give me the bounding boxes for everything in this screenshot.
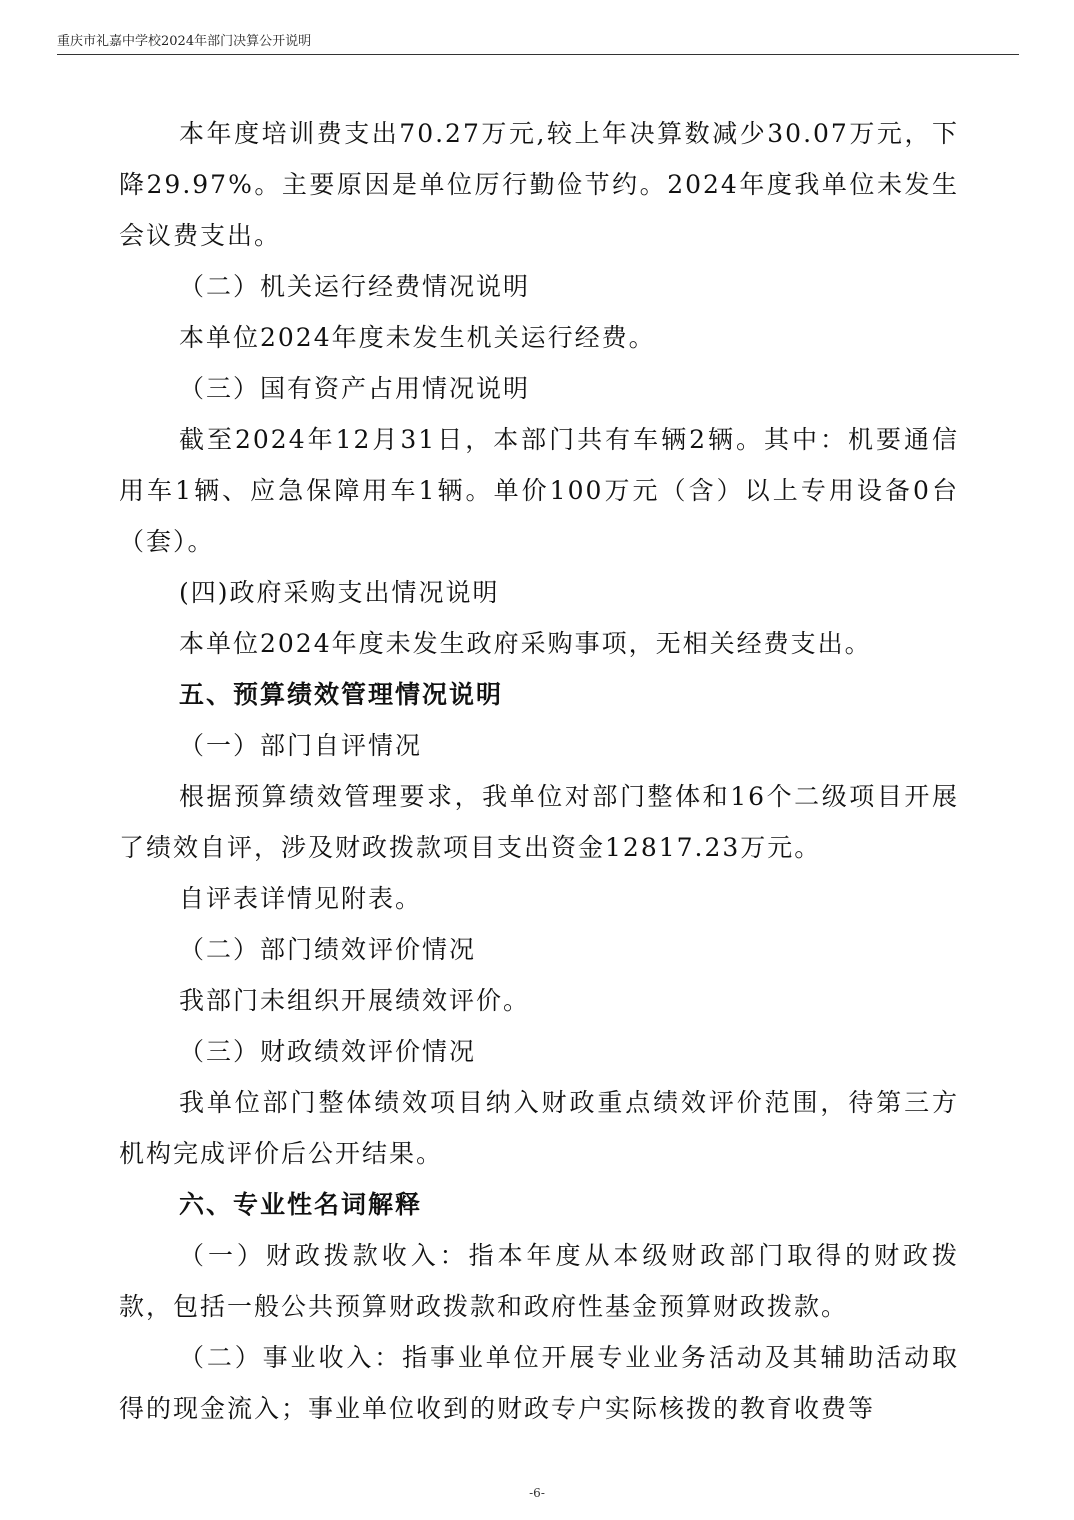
subheading-fiscal-evaluation: （三）财政绩效评价情况	[179, 1037, 477, 1066]
paragraph-attachment-note: 自评表详情见附表。	[179, 884, 423, 913]
glossary-fiscal-appropriation: （一）财政拨款收入：指本年度从本级财政部门取得的财政拨款，包括一般公共预算财政拨款和政府性基金预算财政拨款。	[119, 1241, 959, 1321]
paragraph-self-evaluation: 根据预算绩效管理要求，我单位对部门整体和16个二级项目开展了绩效自评，涉及财政拨款项目支出资金12817.23万元。	[119, 782, 959, 862]
section-heading-glossary: 六、专业性名词解释	[179, 1190, 423, 1219]
paragraph-department-evaluation: 我部门未组织开展绩效评价。	[179, 986, 531, 1015]
document-header: 重庆市礼嘉中学校2024年部门决算公开说明	[57, 34, 312, 49]
paragraph-operating-expenses: 本单位2024年度未发生机关运行经费。	[179, 323, 656, 352]
document-body	[119, 108, 959, 1434]
paragraph-training-fee: 本年度培训费支出70.27万元,较上年决算数减少30.07万元，下降29.97%。主要原因是单位厉行勤俭节约。2024年度我单位未发生会议费支出。	[119, 119, 959, 250]
page-number: -6-	[529, 1486, 545, 1500]
paragraph-state-assets: 截至2024年12月31日，本部门共有车辆2辆。其中：机要通信用车1辆、应急保障用车1辆。单价100万元（含）以上专用设备0台（套）。	[119, 425, 959, 556]
subheading-operating-expenses: （二）机关运行经费情况说明	[179, 272, 531, 301]
paragraph-fiscal-evaluation: 我单位部门整体绩效项目纳入财政重点绩效评价范围，待第三方机构完成评价后公开结果。	[119, 1088, 959, 1168]
subheading-procurement: (四)政府采购支出情况说明	[179, 578, 500, 607]
subheading-department-evaluation: （二）部门绩效评价情况	[179, 935, 477, 964]
subheading-self-evaluation: （一）部门自评情况	[179, 731, 423, 760]
section-heading-performance: 五、预算绩效管理情况说明	[179, 680, 504, 709]
subheading-state-assets: （三）国有资产占用情况说明	[179, 374, 531, 403]
glossary-business-income: （二）事业收入：指事业单位开展专业业务活动及其辅助活动取得的现金流入；事业单位收到的财政专户实际核拨的教育收费等	[119, 1343, 959, 1423]
header-divider	[57, 54, 1019, 55]
paragraph-procurement: 本单位2024年度未发生政府采购事项，无相关经费支出。	[179, 629, 872, 658]
